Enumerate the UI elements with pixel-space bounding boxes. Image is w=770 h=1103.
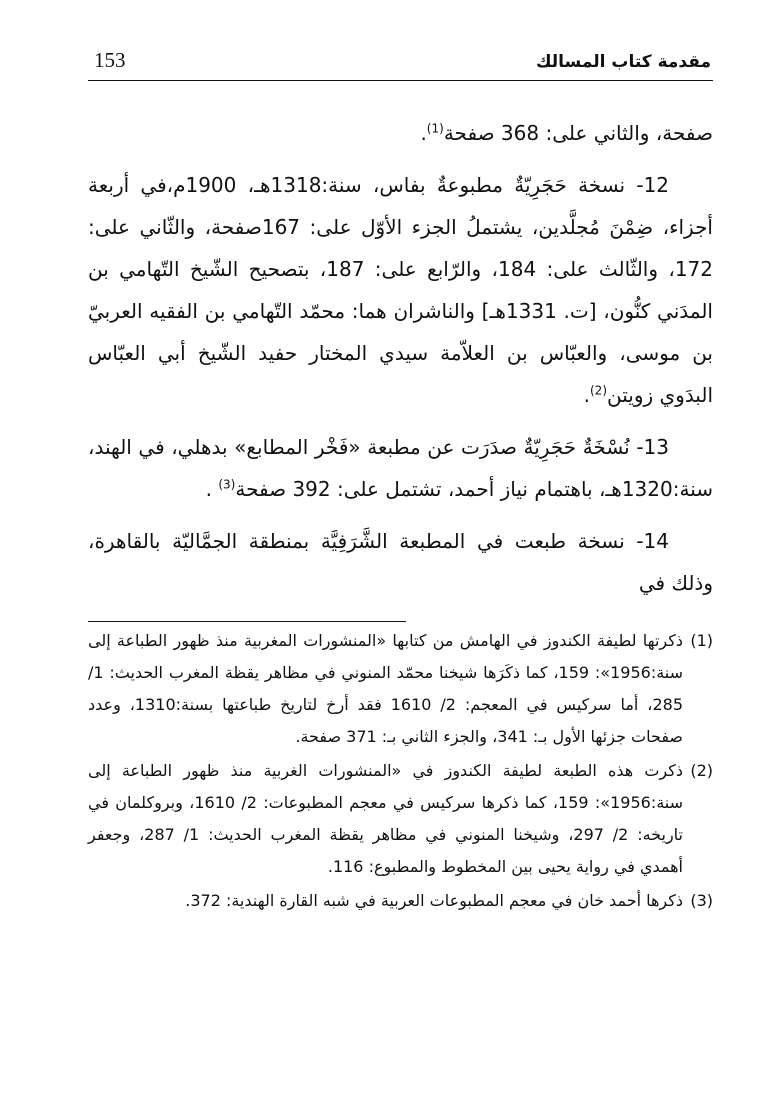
footnote-mark: (2) [690,761,713,780]
list-item-13-text: 13- نُسْخَةٌ حَجَرِيّةٌ صدَرَت عن مطبعة «فَخْر المطابع» بدهلي، في الهند، سنة:1320هـ، باهتمام نياز أحمد، تشتمل على: 392 صفحة [88,435,713,501]
footnote-ref-1[interactable]: (1) [426,121,444,136]
continued-paragraph-end: . [420,121,427,145]
footnote-ref-2[interactable]: (2) [589,383,607,398]
footnote-text: ذكرت هذه الطبعة لطيفة الكندوز في «المنشورات الغربية منذ ظهور الطباعة إلى سنة:1956»: 159، كما ذكرها سركيس في معجم المطبوعات: 2/ 1610، وبروكلمان في تاريخه: 2/ 297، وشيخنا المنوني في مظاهر يقظة المغرب الحديث: 1/ 287، وجعفر أهمدي في رواية يحيى بين المخطوط والمطبوع: 116. [88,761,684,876]
page-header [88,44,713,81]
footnote-mark: (3) [690,891,713,910]
running-title: مقدمة كتاب المسالك [535,52,711,72]
list-item-13-end: . [205,477,219,501]
continued-paragraph-text: صفحة، والثاني على: 368 صفحة [443,121,713,145]
footnote-3 [88,885,713,917]
footnotes-section [88,625,713,919]
footnote-text: ذكرها أحمد خان في معجم المطبوعات العربية في شبه القارة الهندية: 372. [185,891,683,910]
footnote-2 [88,755,713,883]
list-item-12-text: 12- نسخة حَجَرِيّةٌ مطبوعةٌ بفاس، سنة:1318هـ، 1900م،في أربعة أجزاء، ضِمْنَ مُجلَّدين، يشتملُ الجزء الأوّل على: 167صفحة، والثّاني على: 172، والثّالث على: 184، والرّابع على: 187، بتصحيح الشّيخ التّهامي بن المدَني كنُّون، [ت. 1331هـ] والناشران هما: محمّد التّهامي بن الفقيه العربيّ بن موسى، والعبّاس بن العلاّمة سيدي المختار حفيد الشّيخ أبي العبّاس البدَوي زويتن [88,173,713,407]
footnote-text: ذكرتها لطيفة الكندوز في الهامش من كتابها «المنشورات المغربية منذ ظهور الطباعة إلى سنة:1956»: 159، كما ذكَرَها شيخنا محمّد المنوني في مظاهر يقظة المغرب الحديث: 1/ 285، أما سركيس في المعجم: 2/ 1610 فقد أرخ لتاريخ طباعتها بسنة:1310، وعدد صفحات جزئها الأول بـ: 341، والجزء الثاني بـ: 371 صفحة. [88,631,684,746]
list-item-12 [88,164,713,416]
footnote-ref-3[interactable]: (3) [218,477,236,492]
page-number: 153 [94,48,126,72]
footnote-separator [88,621,406,622]
footnote-1 [88,625,713,753]
main-text [88,112,713,614]
list-item-14-text: 14- نسخة طبعت في المطبعة الشَّرَفِيَّة بمنطقة الجمَّاليّة بالقاهرة، وذلك في [88,529,713,595]
continued-paragraph [88,112,713,154]
list-item-13 [88,426,713,510]
list-item-12-end: . [583,383,590,407]
list-item-14 [88,520,713,604]
footnote-mark: (1) [690,631,713,650]
